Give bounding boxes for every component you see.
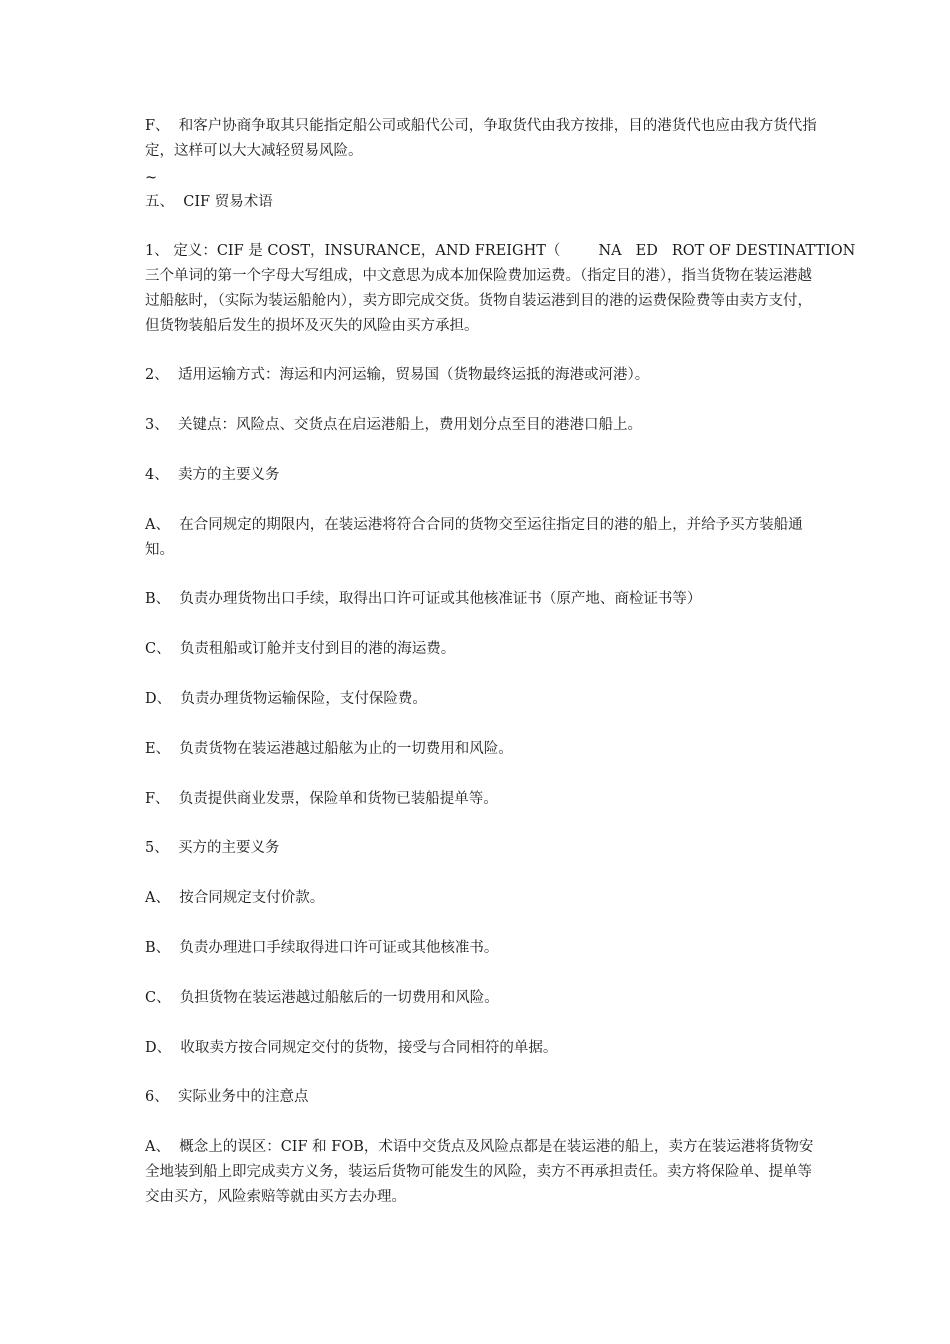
item-4-seller-heading: 4、 卖方的主要义务	[145, 467, 280, 483]
definition-heading-part-d: ROT OF DESTINATTION	[671, 243, 856, 259]
definition-body: 三个单词的第一个字母大写组成，中文意思为成本加保险费加运费。（指定目的港），指当货物在装运港越过船舷时，（实际为装运船舱内），卖方即完成交货。货物自装运港到目的港的运费保险费等由卖方支付，但货物装船后发生的损坏及灭失的风险由买方承担。	[145, 268, 812, 334]
definition-heading-part-a: 1、 定义：CIF 是 COST，INSURANCE，AND FREIGHT（	[145, 243, 561, 259]
item-5a: A、 按合同规定支付价款。	[145, 890, 325, 906]
section-heading-cif: 五、 CIF 贸易术语	[145, 194, 273, 210]
item-4c: C、 负责租船或订舱并支付到目的港的海运费。	[145, 641, 456, 657]
item-4b: B、 负责办理货物出口手续，取得出口许可证或其他核准证书（原产地、商检证书等）	[145, 591, 702, 607]
definition-heading-part-b: NA	[598, 243, 622, 259]
definition-heading-part-c: ED	[635, 243, 658, 259]
item-5c: C、 负担货物在装运港越过船舷后的一切费用和风险。	[145, 990, 499, 1006]
item-4d: D、 负责办理货物运输保险，支付保险费。	[145, 691, 427, 707]
tilde-mark: ~	[145, 170, 158, 186]
item-4a: A、 在合同规定的期限内，在装运港将符合合同的货物交至运往指定目的港的船上，并给予买方装船通知。	[145, 517, 803, 558]
definition-heading	[145, 239, 856, 264]
item-4e: E、 负责货物在装运港越过船舷为止的一切费用和风险。	[145, 741, 513, 757]
paragraph-f-previous: F、 和客户协商争取其只能指定船公司或船代公司，争取货代由我方按排，目的港货代也应由我方货代指定，这样可以大大减轻贸易风险。	[145, 118, 817, 159]
item-5-buyer-heading: 5、 买方的主要义务	[145, 840, 280, 856]
item-2-transport: 2、 适用运输方式：海运和内河运输，贸易国（货物最终运抵的海港或河港）。	[145, 367, 650, 383]
item-6-notes-heading: 6、 实际业务中的注意点	[145, 1089, 309, 1105]
item-4f: F、 负责提供商业发票，保险单和货物已装船提单等。	[145, 791, 498, 807]
item-5d: D、 收取卖方按合同规定交付的货物，接受与合同相符的单据。	[145, 1040, 558, 1056]
item-3-key-points: 3、 关键点：风险点、交货点在启运港船上，费用划分点至目的港港口船上。	[145, 417, 642, 433]
item-6a: A、 概念上的误区：CIF 和 FOB，术语中交货点及风险点都是在装运港的船上，卖方在装运港将货物安全地装到船上即完成卖方义务，装运后货物可能发生的风险，卖方不再承担责任。卖方将保险单、提单等交由买方，风险索赔等就由买方去办理。	[145, 1139, 814, 1205]
item-5b: B、 负责办理进口手续取得进口许可证或其他核准书。	[145, 940, 499, 956]
